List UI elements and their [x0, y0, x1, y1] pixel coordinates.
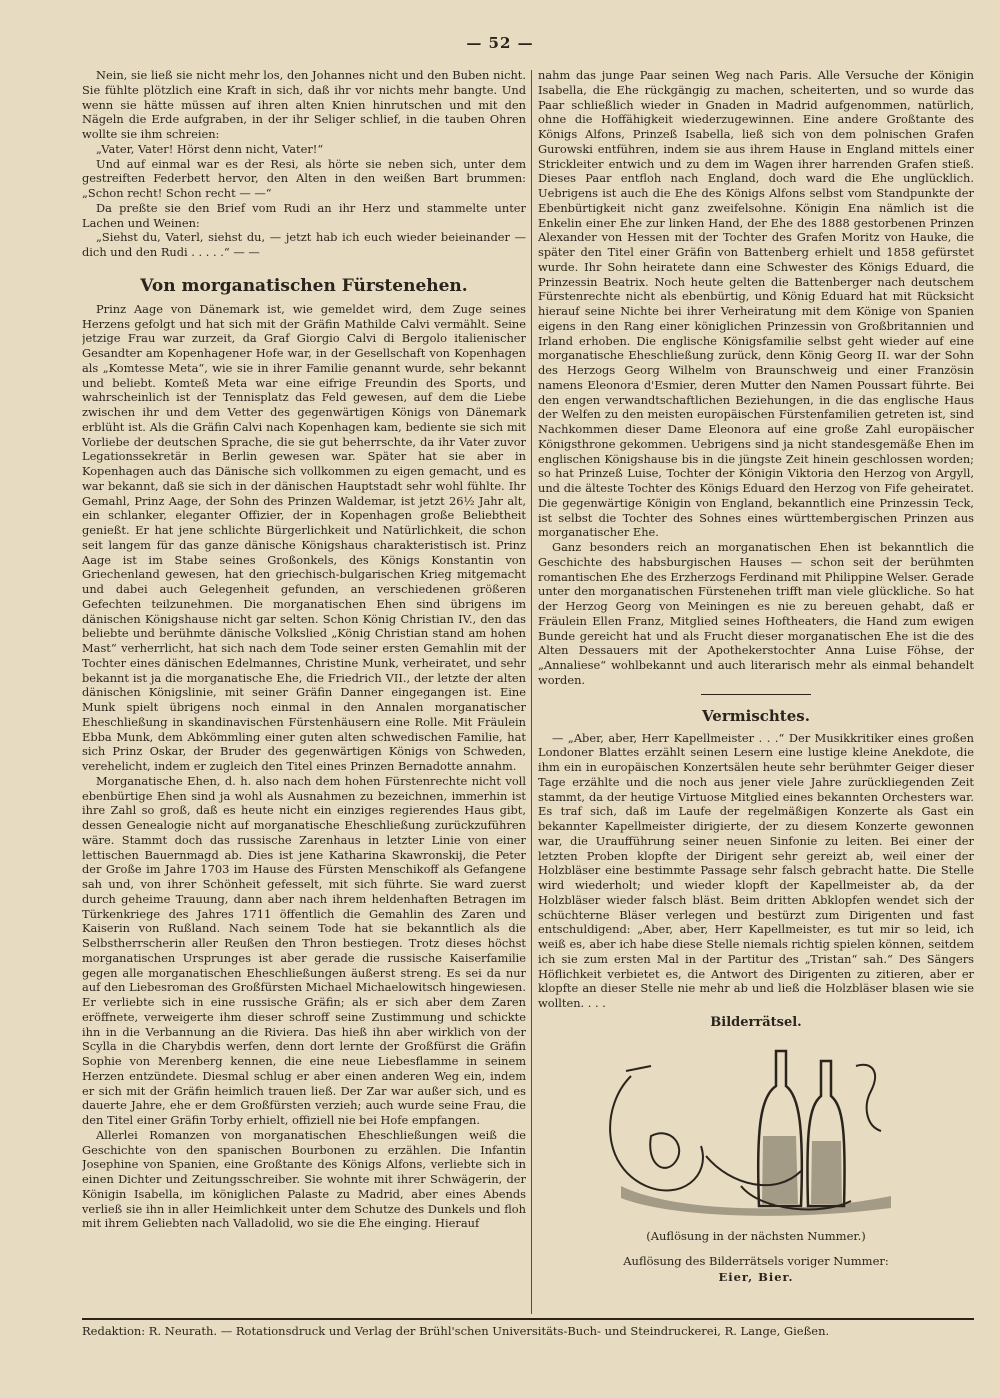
misc-paragraph: — „Aber, aber, Herr Kapellmeister . . .“ Der Musikkritiker eines großen Londoner Blattes erzählt seinen Lesern eine lustige kleine Anekdote, die ihm ein in europäischen Konzertsälen heute sehr berühmter Geiger dieser Tage erzählte und die noch aus jener viele Jahre zurückliegenden Zeit stammt, da der heutige Virtuose Mitglied eines bekannten Orchesters war. Es traf sich, daß im Laufe der regelmäßigen Konzerte als Gast ein bekannter Kapellmeister dirigierte, der zu diesem Konzerte gewonnen war, die Uraufführung seiner neuen Sinfonie zu leiten. Bei einer der letzten Proben klopfte der Dirigent sehr gereizt ab, weil einer der Holzbläser eine bestimmte Passage sehr falsch gebracht hatte. Die Stelle wird wiederholt; und wieder klopft der Kapellmeister ab, da der Holzbläser wieder falsch bläst. Beim dritten Abklopfen wendet sich der schüchterne Bläser verlegen und bestürzt zum Dirigenten und fast entschuldigend: „Aber, aber, Herr Kapellmeister, es tut mir so leid, ich weiß es, aber ich habe diese Stelle niemals richtig spielen können, seitdem ich sie zum ersten Mal in der Partitur des „Tristan“ sah.“ Des Sängers Höflichkeit verbietet es, die Antwort des Dirigenten zu zitieren, aber er klopfte an dieser Stelle nie mehr ab und ließ die Holzbläser blasen wie sie wollten. . . . [538, 730, 974, 1010]
story-paragraph: „Vater, Vater! Hörst denn nicht, Vater!“ [96, 141, 324, 156]
picture-puzzle [538, 1015, 974, 1243]
footer-divider [82, 1318, 974, 1320]
puzzle-illustration [591, 1036, 921, 1221]
solution-label: Auflösung des Bilderrätsels voriger Nummer: [623, 1253, 889, 1268]
page-number: — 52 — [466, 34, 534, 52]
imprint: Redaktion: R. Neurath. — Rotationsdruck und Verlag der Brühl'schen Universitäts-Buch- und Steindruckerei, R. Lange, Gießen. [82, 1324, 830, 1338]
left-column [82, 68, 526, 1314]
story-paragraph: Nein, sie ließ sie nicht mehr los, den Johannes nicht und den Buben nicht. Sie fühlte plötzlich eine Kraft in sich, daß ihr vor nichts mehr bangte. Und wenn sie hätte müssen auf ihren alten Knien hinrutschen und mit den Nägeln die Erde aufgraben, in der ihr Seliger schlief, in die tauben Ohren wollte sie ihm schreien: [82, 68, 526, 141]
previous-solution [538, 1253, 974, 1285]
article-paragraph: Allerlei Romanzen von morganatischen Eheschließungen weiß die Geschichte von den spanischen Bourbonen zu erzählen. Die Infantin Josephine von Spanien, eine Großtante des Königs Alfons, verliebte sich in einen Dichter und Zeitungsschreiber. Sie wohnte mit ihrer Schwägerin, der Königin Isabella, im königlichen Palaste zu Madrid, aber eines Abends verließ sie ihn in aller Heimlichkeit unter dem Schutze des Dunkels und floh mit ihrem Geliebten nach Valladolid, wo sie die Ehe einging. Hierauf [82, 1127, 526, 1231]
article-title: Von morganatischen Fürstenehen. [140, 275, 468, 296]
right-column [538, 68, 974, 1314]
article-paragraph: Ganz besonders reich an morganatischen Ehen ist bekanntlich die Geschichte des habsburgischen Hauses — schon seit der berühmten romantischen Ehe des Erzherzogs Ferdinand mit Philippine Welser. Gerade unter den morganatischen Fürstenehen trifft man viele glückliche. So hat der Herzog Georg von Meiningen es nie zu bereuen gehabt, daß er Fräulein Ellen Franz, Mitglied seines Hoftheaters, die Hand zum ewigen Bunde gereicht hat und als Frucht dieser morganatischen Ehe ist die des Alten Dessauers mit der Apothekerstochter Anna Luise Föhse, der „Annaliese“ wohlbekannt und auch literarisch mehr als einmal behandelt worden. [538, 540, 974, 687]
column-divider [531, 70, 532, 1314]
story-paragraph: Da preßte sie den Brief vom Rudi an ihr Herz und stammelte unter Lachen und Weinen: [82, 200, 526, 230]
section-divider [701, 694, 811, 695]
misc-title: Vermischtes. [702, 706, 810, 725]
article-paragraph: Morganatische Ehen, d. h. also nach dem hohen Fürstenrechte nicht voll ebenbürtige Ehen sind ja wohl als Ausnahmen zu bezeichnen, immerhin ist ihre Zahl so groß, daß es heute nicht ein einziges regierendes Haus gibt, dessen Genealogie nicht auf morganatische Eheschließung zurückzuführen wäre. Stammt doch das russische Zarenhaus in letzter Linie von einer lettischen Bauernmagd ab. Dies ist jene Katharina Skawronskij, die Peter der Große im Jahre 1703 im Hause des Fürsten Menschikoff als Gefangene sah und, von ihrer Schönheit gefesselt, mit sich führte. Sie ward zuerst durch geheime Trauung, dann aber nach ihrem heldenhaften Betragen im Türkenkriege des Jahres 1711 öffentlich die Gemahlin des Zaren und Kaiserin von Rußland. Nach seinem Tode hat sie bekanntlich als die Selbstherrscherin aller Reußen den Thron bestiegen. Trotz dieses höchst morganatischen Ursprunges ist aber gerade die russische Kaiserfamilie gegen alle morganatischen Eheschließungen äußerst streng. Es sei da nur auf den Liebesroman des Großfürsten Michael Michaelowitsch hingewiesen. Er verliebte sich in eine russische Gräfin; als er sich aber dem Zaren eröffnete, verweigerte ihm dieser schroff seine Zustimmung und schickte ihn in die Verbannung an die Riviera. Das hieß ihn aber wirklich von der Scylla in die Charybdis werfen, denn dort lernte der Großfürst die Gräfin Sophie von Merenberg kennen, die eine neue Liebesflamme in seinem Herzen entzündete. Diesmal schlug er aber einen anderen Weg ein, indem er sich mit der Gräfin heimlich trauen ließ. Der Zar war außer sich, und es dauerte Jahre, ehe er dem Großfürsten verzieh; auch wurde seine Frau, die den Titel einer Gräfin Torby erhielt, offiziell nie bei Hofe empfangen. [82, 773, 526, 1127]
article-paragraph: nahm das junge Paar seinen Weg nach Paris. Alle Versuche der Königin Isabella, die Ehe rückgängig zu machen, scheiterten, und so wurde das Paar schließlich wieder in Gnaden in Madrid aufgenommen, natürlich, ohne die Hoffähigkeit wiederzugewinnen. Eine andere Großtante des Königs Alfons, Prinzeß Isabella, ließ sich von dem polnischen Grafen Gurowski entführen, indem sie aus ihrem Hause in England mittels einer Strickleiter entwich und zu dem im Wagen ihrer harrenden Grafen stieß. Dieses Paar entfloh nach England, doch ward die Ehe unglücklich. Uebrigens ist auch die Ehe des Königs Alfons selbst vom Standpunkte der Ebenbürtigkeit nicht ganz zweifelsohne. Königin Ena nämlich ist die Enkelin einer Ehe zur linken Hand, der Ehe des 1888 gestorbenen Prinzen Alexander von Hessen mit der Tochter des Grafen Moritz von Hauke, die später den Titel einer Gräfin von Battenberg erhielt und 1858 gefürstet wurde. Ihr Sohn heiratete dann eine Schwester des Königs Eduard, die Prinzessin Beatrix. Noch heute gelten die Battenberger nach deutschem Fürstenrechte nicht als ebenbürtig, und König Eduard hat mit Rücksicht hierauf seine Nichte bei ihrer Verheiratung mit dem Könige von Spanien eigens in den Rang einer königlichen Prinzessin von Großbritannien und Irland erhoben. Die englische Königsfamilie selbst geht wieder auf eine morganatische Eheschließung zurück, denn König Georg II. war der Sohn des Herzogs Georg Wilhelm von Braunschweig und einer Französin namens Eleonora d'Esmier, deren Mutter den Namen Poussart führte. Bei den engen verwandtschaftlichen Beziehungen, in die das englische Haus der Welfen zu den meisten europäischen Fürstenfamilien getreten ist, sind Nachkommen dieser Dame Eleonora auf eine große Zahl europäischer Königsthrone gekommen. Uebrigens sind ja nicht standesgemäße Ehen im englischen Königshause bis in die jüngste Zeit hinein geschlossen worden; so hat Prinzeß Luise, Tochter der Königin Viktoria den Herzog von Argyll, und die älteste Tochter des Königs Eduard den Herzog von Fife geheiratet. Die gegenwärtige Königin von England, bekanntlich eine Prinzessin Teck, ist selbst die Tochter des Sohnes eines württembergischen Prinzen aus morganatischer Ehe. [538, 68, 974, 540]
solution-answer: Eier, Bier. [718, 1269, 794, 1284]
puzzle-caption: (Auflösung in der nächsten Nummer.) [646, 1228, 866, 1243]
story-paragraph: „Siehst du, Vaterl, siehst du, — jetzt hab ich euch wieder beieinander — dich und den Rudi . . . . .“ — — [82, 230, 526, 259]
story-paragraph: Und auf einmal war es der Resi, als hörte sie neben sich, unter dem gestreiften Federbett hervor, den Alten in den weißen Bart brummen: „Schon recht! Schon recht — —“ [82, 156, 526, 200]
puzzle-title: Bilderrätsel. [710, 1014, 802, 1030]
article-paragraph: Prinz Aage von Dänemark ist, wie gemeldet wird, dem Zuge seines Herzens gefolgt und hat sich mit der Gräfin Mathilde Calvi vermählt. Seine jetzige Frau war zurzeit, da Graf Giorgio Calvi di Bergolo italienischer Gesandter am Kopenhagener Hofe war, in der Gesellschaft von Kopenhagen als „Komtesse Meta“, wie sie in ihrer Familie genannt wurde, sehr bekannt und beliebt. Komteß Meta war eine eifrige Freundin des Sports, und wahrscheinlich ist der Tennisplatz das Feld gewesen, auf dem die Liebe zwischen ihr und dem Vetter des gegenwärtigen Königs von Dänemark erblüht ist. Als die Gräfin Calvi nach Kopenhagen kam, bediente sie sich mit Vorliebe der deutschen Sprache, die sie gut beherrschte, da ihr Vater zuvor Legationssekretär in Berlin gewesen war. Später hat sie aber in Kopenhagen auch das Dänische sich vollkommen zu eigen gemacht, und es war bekannt, daß sie sich in der dänischen Hauptstadt sehr wohl fühlte. Ihr Gemahl, Prinz Aage, der Sohn des Prinzen Waldemar, ist jetzt 26½ Jahr alt, ein schlanker, eleganter Offizier, der in Kopenhagen große Beliebtheit genießt. Er hat jene schlichte Bürgerlichkeit und Natürlichkeit, die schon seit langem für das ganze dänische Königshaus charakteristisch ist. Prinz Aage ist im Stabe seines Großonkels, des Königs Konstantin von Griechenland gewesen, hat den griechisch-bulgarischen Krieg mitgemacht und dabei auch Gelegenheit gefunden, an verschiedenen größeren Gefechten teilzunehmen. Die morganatischen Ehen sind übrigens im dänischen Königshause nicht gar selten. Schon König Christian IV., den das beliebte und berühmte dänische Volkslied „König Christian stand am hohen Mast“ verherrlicht, hat sich nach dem Tode seiner ersten Gemahlin mit der Tochter eines dänischen Edelmannes, Christine Munk, verheiratet, und sehr bekannt ist ja die morganatische Ehe, die Friedrich VII., der letzte der alten dänischen Königslinie, mit seiner Gräfin Danner eingegangen ist. Eine Munk spielt übrigens noch einmal in den Annalen morganatischer Eheschließung in skandinavischen Fürstenhäusern eine Rolle. Mit Fräulein Ebba Munk, dem Abkömmling einer guten alten schwedischen Familie, hat sich Prinz Oskar, der Bruder des gegenwärtigen Königs von Schweden, verehelicht, indem er zugleich den Titel eines Prinzen Bernadotte annahm. [82, 301, 526, 773]
